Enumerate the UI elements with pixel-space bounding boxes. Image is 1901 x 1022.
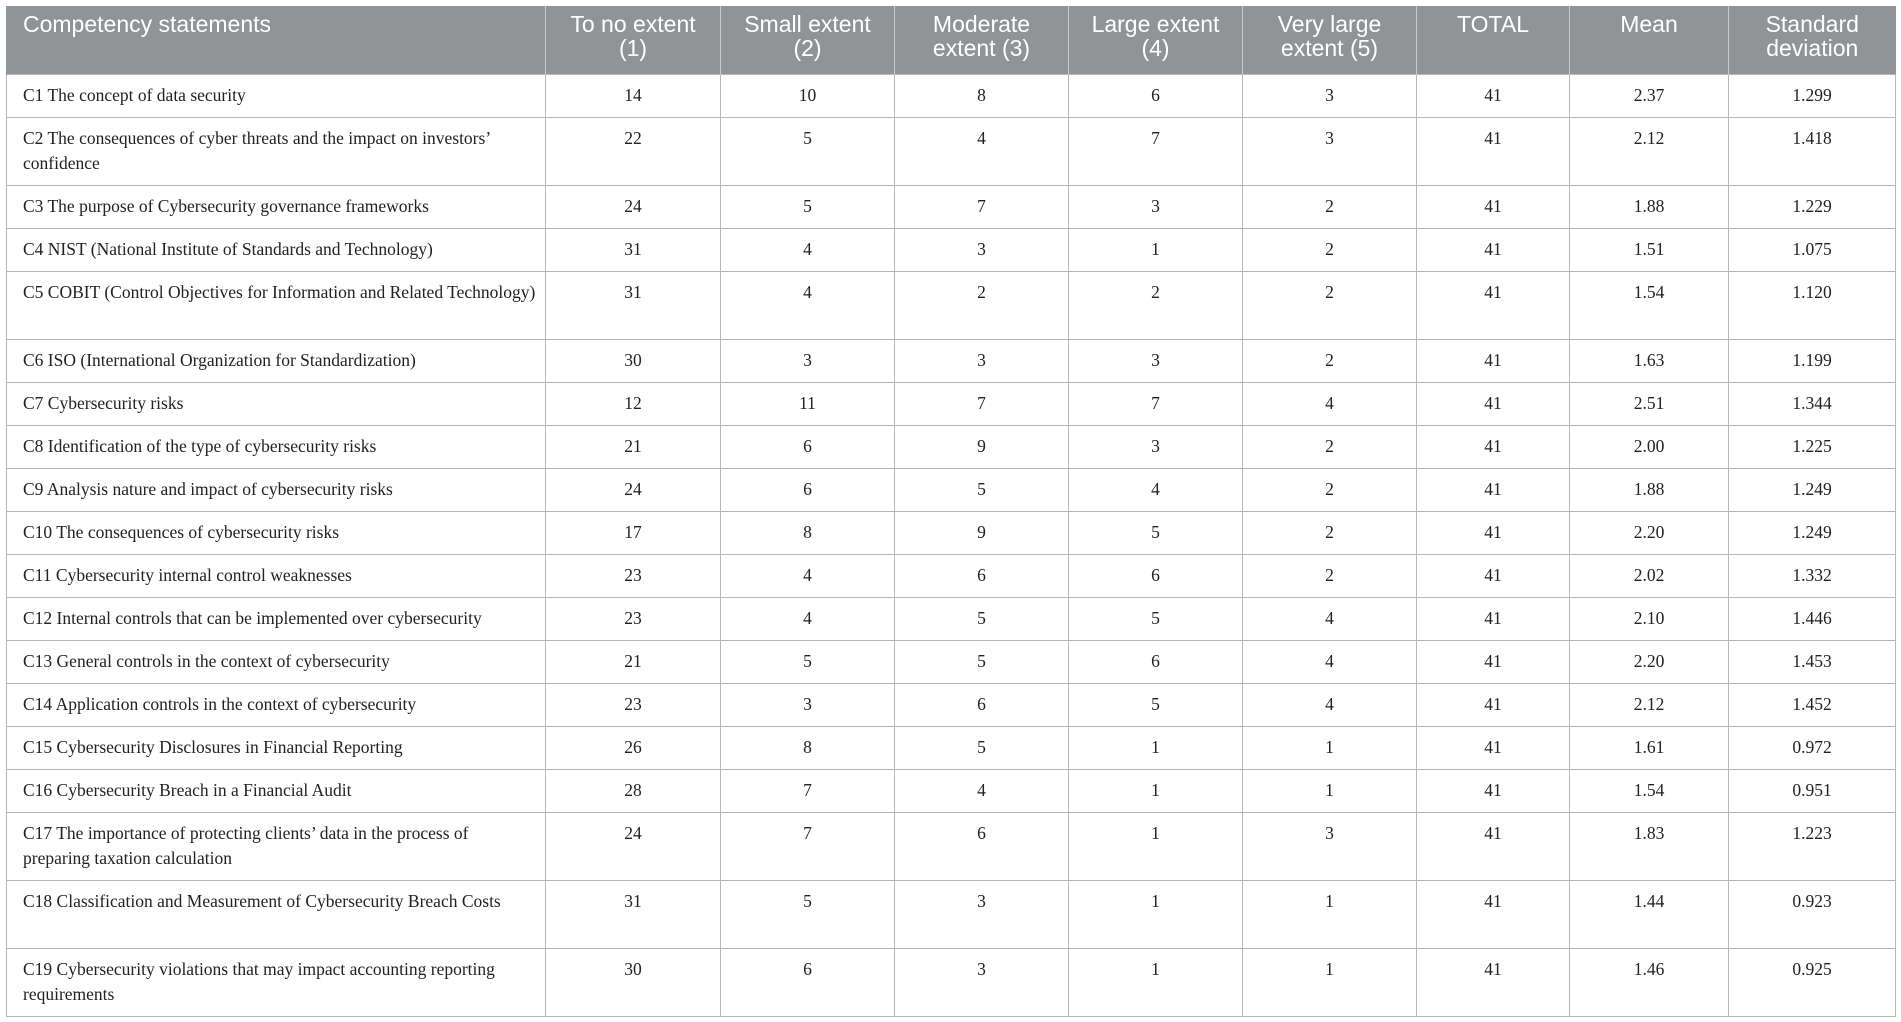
mean-cell: 1.54 [1570,769,1729,812]
total-cell: 41 [1417,597,1570,640]
large-extent-cell: 1 [1069,880,1243,948]
standard-deviation-cell: 1.225 [1729,425,1896,468]
total-cell: 41 [1417,880,1570,948]
large-extent-cell: 1 [1069,726,1243,769]
table-row [7,117,1896,185]
moderate-extent-cell: 8 [895,74,1069,117]
moderate-extent-cell: 7 [895,185,1069,228]
competency-statement-cell: C7 Cybersecurity risks [7,382,546,425]
header-small-extent: Small extent (2) [721,6,895,74]
table-row [7,468,1896,511]
very-large-extent-cell: 2 [1243,554,1417,597]
table-row [7,425,1896,468]
to-no-extent-cell: 14 [546,74,721,117]
to-no-extent-cell: 31 [546,271,721,339]
header-row [7,6,1896,74]
total-cell: 41 [1417,640,1570,683]
moderate-extent-cell: 6 [895,554,1069,597]
competency-table [6,6,1896,1017]
mean-cell: 2.12 [1570,683,1729,726]
very-large-extent-cell: 2 [1243,228,1417,271]
competency-statement-cell: C15 Cybersecurity Disclosures in Financial Reporting [7,726,546,769]
large-extent-cell: 4 [1069,468,1243,511]
large-extent-cell: 7 [1069,117,1243,185]
large-extent-cell: 1 [1069,769,1243,812]
mean-cell: 1.61 [1570,726,1729,769]
competency-statement-cell: C5 COBIT (Control Objectives for Information and Related Technology) [7,271,546,339]
competency-statement-cell: C14 Application controls in the context of cybersecurity [7,683,546,726]
competency-statement-cell: C16 Cybersecurity Breach in a Financial Audit [7,769,546,812]
table-row [7,271,1896,339]
table-row [7,812,1896,880]
mean-cell: 2.00 [1570,425,1729,468]
large-extent-cell: 5 [1069,683,1243,726]
very-large-extent-cell: 2 [1243,339,1417,382]
competency-table-container [6,6,1895,1017]
very-large-extent-cell: 2 [1243,185,1417,228]
total-cell: 41 [1417,425,1570,468]
small-extent-cell: 8 [721,726,895,769]
to-no-extent-cell: 21 [546,425,721,468]
to-no-extent-cell: 24 [546,185,721,228]
very-large-extent-cell: 1 [1243,948,1417,1016]
moderate-extent-cell: 3 [895,948,1069,1016]
large-extent-cell: 3 [1069,425,1243,468]
competency-statement-cell: C1 The concept of data security [7,74,546,117]
very-large-extent-cell: 3 [1243,812,1417,880]
small-extent-cell: 4 [721,228,895,271]
header-moderate-extent: Moderate extent (3) [895,6,1069,74]
total-cell: 41 [1417,683,1570,726]
total-cell: 41 [1417,554,1570,597]
competency-statement-cell: C6 ISO (International Organization for Standardization) [7,339,546,382]
competency-statement-cell: C13 General controls in the context of cybersecurity [7,640,546,683]
very-large-extent-cell: 3 [1243,74,1417,117]
header-mean: Mean [1570,6,1729,74]
standard-deviation-cell: 1.344 [1729,382,1896,425]
header-standard-deviation: Standard deviation [1729,6,1896,74]
small-extent-cell: 6 [721,425,895,468]
table-row [7,880,1896,948]
very-large-extent-cell: 2 [1243,511,1417,554]
table-row [7,948,1896,1016]
total-cell: 41 [1417,382,1570,425]
table-row [7,597,1896,640]
mean-cell: 2.20 [1570,511,1729,554]
table-row [7,339,1896,382]
total-cell: 41 [1417,511,1570,554]
large-extent-cell: 6 [1069,554,1243,597]
total-cell: 41 [1417,769,1570,812]
very-large-extent-cell: 2 [1243,425,1417,468]
table-row [7,511,1896,554]
very-large-extent-cell: 4 [1243,683,1417,726]
competency-statement-cell: C11 Cybersecurity internal control weaknesses [7,554,546,597]
table-row [7,769,1896,812]
large-extent-cell: 1 [1069,948,1243,1016]
header-very-large-extent: Very large extent (5) [1243,6,1417,74]
mean-cell: 1.51 [1570,228,1729,271]
to-no-extent-cell: 17 [546,511,721,554]
small-extent-cell: 3 [721,683,895,726]
to-no-extent-cell: 31 [546,228,721,271]
header-large-extent: Large extent (4) [1069,6,1243,74]
competency-statement-cell: C10 The consequences of cybersecurity risks [7,511,546,554]
total-cell: 41 [1417,185,1570,228]
competency-statement-cell: C19 Cybersecurity violations that may impact accounting reporting requirements [7,948,546,1016]
mean-cell: 1.63 [1570,339,1729,382]
table-row [7,640,1896,683]
large-extent-cell: 3 [1069,339,1243,382]
small-extent-cell: 7 [721,769,895,812]
large-extent-cell: 1 [1069,228,1243,271]
mean-cell: 2.10 [1570,597,1729,640]
mean-cell: 2.02 [1570,554,1729,597]
header-to-no-extent: To no extent (1) [546,6,721,74]
total-cell: 41 [1417,726,1570,769]
mean-cell: 1.83 [1570,812,1729,880]
small-extent-cell: 8 [721,511,895,554]
mean-cell: 1.88 [1570,468,1729,511]
table-row [7,382,1896,425]
standard-deviation-cell: 0.923 [1729,880,1896,948]
to-no-extent-cell: 30 [546,948,721,1016]
standard-deviation-cell: 1.299 [1729,74,1896,117]
table-row [7,74,1896,117]
total-cell: 41 [1417,271,1570,339]
very-large-extent-cell: 4 [1243,597,1417,640]
total-cell: 41 [1417,228,1570,271]
moderate-extent-cell: 4 [895,769,1069,812]
total-cell: 41 [1417,74,1570,117]
large-extent-cell: 2 [1069,271,1243,339]
table-row [7,228,1896,271]
total-cell: 41 [1417,468,1570,511]
to-no-extent-cell: 12 [546,382,721,425]
competency-statement-cell: C17 The importance of protecting clients’ data in the process of preparing taxation calculation [7,812,546,880]
total-cell: 41 [1417,812,1570,880]
moderate-extent-cell: 6 [895,683,1069,726]
large-extent-cell: 1 [1069,812,1243,880]
small-extent-cell: 4 [721,554,895,597]
small-extent-cell: 3 [721,339,895,382]
competency-statement-cell: C3 The purpose of Cybersecurity governance frameworks [7,185,546,228]
moderate-extent-cell: 5 [895,726,1069,769]
large-extent-cell: 6 [1069,74,1243,117]
standard-deviation-cell: 1.418 [1729,117,1896,185]
to-no-extent-cell: 26 [546,726,721,769]
very-large-extent-cell: 2 [1243,271,1417,339]
to-no-extent-cell: 23 [546,597,721,640]
to-no-extent-cell: 30 [546,339,721,382]
small-extent-cell: 5 [721,185,895,228]
very-large-extent-cell: 1 [1243,880,1417,948]
table-row [7,554,1896,597]
moderate-extent-cell: 7 [895,382,1069,425]
to-no-extent-cell: 22 [546,117,721,185]
small-extent-cell: 6 [721,468,895,511]
mean-cell: 1.54 [1570,271,1729,339]
small-extent-cell: 4 [721,597,895,640]
large-extent-cell: 3 [1069,185,1243,228]
competency-statement-cell: C12 Internal controls that can be implemented over cybersecurity [7,597,546,640]
small-extent-cell: 10 [721,74,895,117]
table-row [7,726,1896,769]
mean-cell: 1.88 [1570,185,1729,228]
standard-deviation-cell: 1.223 [1729,812,1896,880]
moderate-extent-cell: 3 [895,339,1069,382]
very-large-extent-cell: 4 [1243,382,1417,425]
moderate-extent-cell: 9 [895,511,1069,554]
moderate-extent-cell: 2 [895,271,1069,339]
moderate-extent-cell: 5 [895,468,1069,511]
standard-deviation-cell: 1.075 [1729,228,1896,271]
mean-cell: 2.20 [1570,640,1729,683]
total-cell: 41 [1417,339,1570,382]
to-no-extent-cell: 21 [546,640,721,683]
standard-deviation-cell: 1.332 [1729,554,1896,597]
standard-deviation-cell: 1.446 [1729,597,1896,640]
competency-statement-cell: C8 Identification of the type of cybersecurity risks [7,425,546,468]
to-no-extent-cell: 23 [546,554,721,597]
mean-cell: 2.51 [1570,382,1729,425]
standard-deviation-cell: 1.120 [1729,271,1896,339]
moderate-extent-cell: 3 [895,880,1069,948]
standard-deviation-cell: 1.453 [1729,640,1896,683]
to-no-extent-cell: 24 [546,468,721,511]
table-body [7,74,1896,1016]
header-total: TOTAL [1417,6,1570,74]
table-row [7,683,1896,726]
competency-statement-cell: C4 NIST (National Institute of Standards and Technology) [7,228,546,271]
competency-statement-cell: C18 Classification and Measurement of Cybersecurity Breach Costs [7,880,546,948]
standard-deviation-cell: 0.925 [1729,948,1896,1016]
small-extent-cell: 7 [721,812,895,880]
small-extent-cell: 6 [721,948,895,1016]
table-row [7,185,1896,228]
moderate-extent-cell: 3 [895,228,1069,271]
moderate-extent-cell: 9 [895,425,1069,468]
total-cell: 41 [1417,948,1570,1016]
small-extent-cell: 5 [721,640,895,683]
to-no-extent-cell: 23 [546,683,721,726]
large-extent-cell: 7 [1069,382,1243,425]
moderate-extent-cell: 5 [895,597,1069,640]
total-cell: 41 [1417,117,1570,185]
standard-deviation-cell: 1.452 [1729,683,1896,726]
very-large-extent-cell: 2 [1243,468,1417,511]
very-large-extent-cell: 1 [1243,726,1417,769]
to-no-extent-cell: 24 [546,812,721,880]
large-extent-cell: 6 [1069,640,1243,683]
standard-deviation-cell: 0.951 [1729,769,1896,812]
moderate-extent-cell: 4 [895,117,1069,185]
to-no-extent-cell: 28 [546,769,721,812]
very-large-extent-cell: 4 [1243,640,1417,683]
standard-deviation-cell: 1.249 [1729,468,1896,511]
moderate-extent-cell: 6 [895,812,1069,880]
competency-statement-cell: C2 The consequences of cyber threats and the impact on investors’ confidence [7,117,546,185]
large-extent-cell: 5 [1069,597,1243,640]
standard-deviation-cell: 1.229 [1729,185,1896,228]
standard-deviation-cell: 0.972 [1729,726,1896,769]
large-extent-cell: 5 [1069,511,1243,554]
very-large-extent-cell: 1 [1243,769,1417,812]
small-extent-cell: 4 [721,271,895,339]
standard-deviation-cell: 1.199 [1729,339,1896,382]
to-no-extent-cell: 31 [546,880,721,948]
standard-deviation-cell: 1.249 [1729,511,1896,554]
mean-cell: 1.46 [1570,948,1729,1016]
mean-cell: 1.44 [1570,880,1729,948]
small-extent-cell: 5 [721,117,895,185]
mean-cell: 2.37 [1570,74,1729,117]
small-extent-cell: 5 [721,880,895,948]
competency-statement-cell: C9 Analysis nature and impact of cybersecurity risks [7,468,546,511]
header-competency-statements: Competency statements [7,6,546,74]
very-large-extent-cell: 3 [1243,117,1417,185]
small-extent-cell: 11 [721,382,895,425]
moderate-extent-cell: 5 [895,640,1069,683]
mean-cell: 2.12 [1570,117,1729,185]
